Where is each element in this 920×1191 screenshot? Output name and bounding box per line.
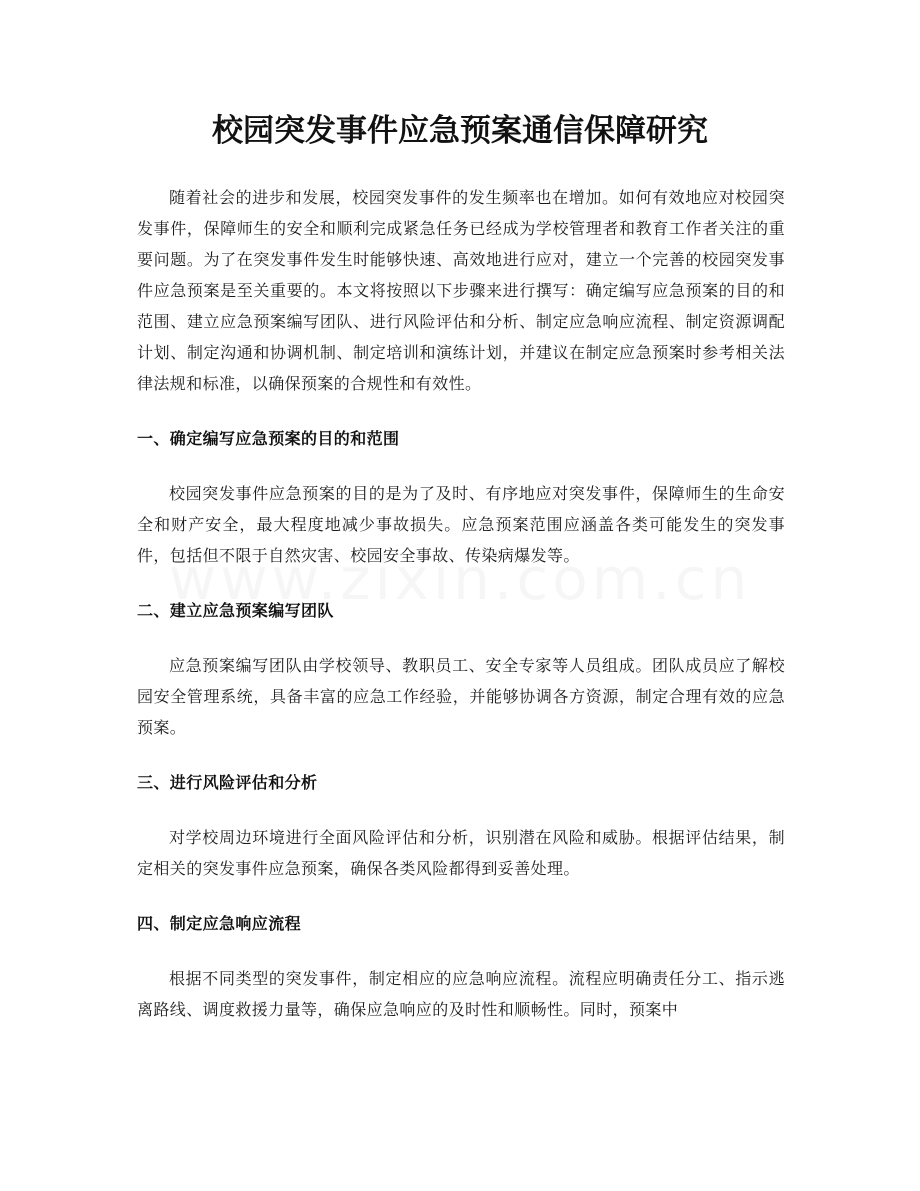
intro-paragraph: 随着社会的进步和发展，校园突发事件的发生频率也在增加。如何有效地应对校园突发事件，保障师生的安全和顺利完成紧急任务已经成为学校管理者和教育工作者关注的重要问题。为了在突发事件发生时能够快速、高效地进行应对，建立一个完善的校园突发事件应急预案是至关重要的。本文将按照以下步骤来进行撰写：确定编写应急预案的目的和范围、建立应急预案编写团队、进行风险评估和分析、制定应急响应流程、制定资源调配计划、制定沟通和协调机制、制定培训和演练计划，并建议在制定应急预案时参考相关法律法规和标准，以确保预案的合规性和有效性。 [137, 188, 785, 393]
section-heading: 二、建立应急预案编写团队 [137, 601, 334, 620]
section-3 [137, 767, 785, 908]
spacer [137, 454, 785, 478]
spacer [137, 798, 785, 822]
section-heading: 三、进行风险评估和分析 [137, 773, 318, 792]
section-paragraph: 校园突发事件应急预案的目的是为了及时、有序地应对突发事件，保障师生的生命安全和财产安全，最大程度地减少事故损失。应急预案范围应涵盖各类可能发生的突发事件，包括但不限于自然灾害、校园安全事故、传染病爆发等。 [137, 484, 785, 565]
spacer [137, 939, 785, 963]
spacer [137, 743, 785, 767]
section-heading: 一、确定编写应急预案的目的和范围 [137, 429, 400, 448]
spacer [137, 571, 785, 595]
document-body [137, 182, 785, 1025]
spacer [137, 399, 785, 423]
section-4 [137, 908, 785, 1025]
section-paragraph: 对学校周边环境进行全面风险评估和分析，识别潜在风险和威胁。根据评估结果，制定相关的突发事件应急预案，确保各类风险都得到妥善处理。 [137, 828, 785, 878]
document-title: 校园突发事件应急预案通信保障研究 [212, 113, 708, 149]
section-paragraph: 应急预案编写团队由学校领导、教职员工、安全专家等人员组成。团队成员应了解校园安全管理系统，具备丰富的应急工作经验，并能够协调各方资源，制定合理有效的应急预案。 [137, 656, 785, 737]
section-heading: 四、制定应急响应流程 [137, 914, 302, 933]
spacer [137, 626, 785, 650]
section-paragraph: 根据不同类型的突发事件，制定相应的应急响应流程。流程应明确责任分工、指示逃离路线、调度救援力量等，确保应急响应的及时性和顺畅性。同时，预案中 [137, 969, 785, 1019]
section-2 [137, 595, 785, 767]
spacer [137, 884, 785, 908]
section-1 [137, 423, 785, 595]
